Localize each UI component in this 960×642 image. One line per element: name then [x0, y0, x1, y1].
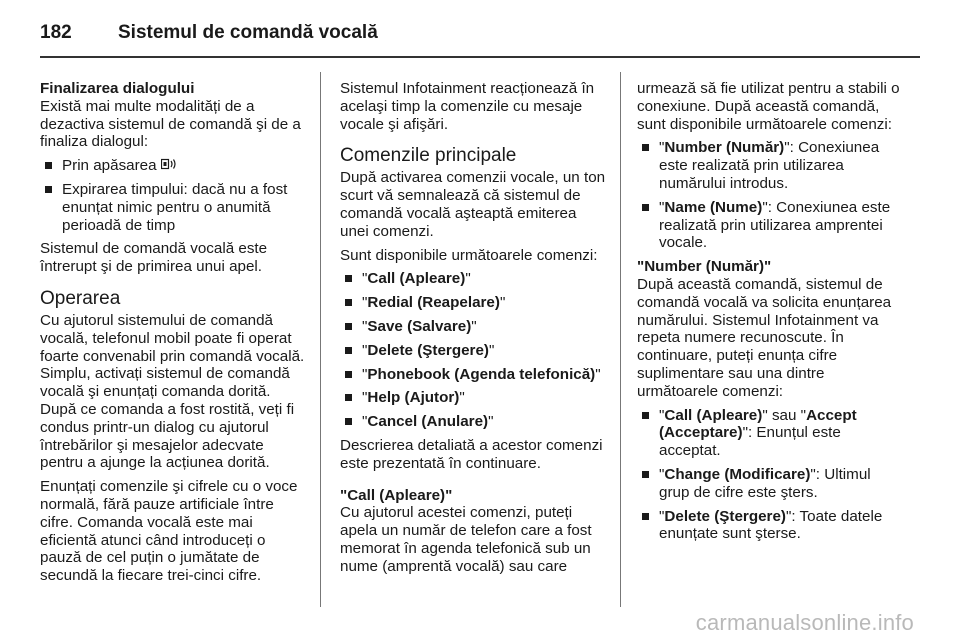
list-item-text: sau — [767, 406, 801, 424]
command-item: "Save (Salvare)" — [340, 318, 606, 336]
command-name: Call (Apleare) — [664, 406, 763, 424]
command-name: Delete (Ştergere) — [367, 341, 489, 359]
section-heading-principale: Comenzile principale — [340, 145, 517, 167]
command-name: Redial (Reapelare) — [367, 294, 500, 312]
command-name: Delete (Ştergere) — [664, 507, 786, 525]
bullet-icon — [345, 299, 352, 306]
command-item: "Call (Apleare)" — [340, 270, 606, 288]
list-item: "Number (Număr)": Conexiunea este realizată prin utilizarea numărului introdus. — [637, 139, 903, 192]
command-name: Phonebook (Agenda telefonică) — [367, 365, 596, 383]
command-item: "Phonebook (Agenda telefonică)" — [340, 366, 606, 384]
column-3 — [637, 80, 903, 549]
bullet-icon — [345, 418, 352, 425]
subheading-number: "Number (Număr)" — [637, 258, 772, 276]
list-item — [40, 157, 306, 175]
paragraph: Sistemul Infotainment reacționează în acelaşi timp la comenzile cu mesaje vocale şi afişări. — [340, 80, 595, 133]
command-list — [340, 270, 606, 431]
command-name: Accept (Acceptare) — [659, 406, 857, 442]
paragraph: Sistemul de comandă vocală este întrerupt şi de primirea unui apel. — [40, 240, 268, 276]
bullet-icon — [345, 371, 352, 378]
voice-speaker-icon — [161, 157, 177, 175]
list-item: "Call (Apleare)" sau "Accept (Acceptare)": Enunțul este acceptat. — [637, 407, 903, 460]
bullet-icon — [345, 394, 352, 401]
paragraph: Enunțați comenzile şi cifrele cu o voce normală, fără pauze artificiale între cifre. Comanda vocală este mai eficientă atunci când introduceți o pauză de cel puțin o jumătate de secundă la fiecare trei-cinci cifre. — [40, 478, 298, 585]
paragraph: După această comandă, sistemul de comandă vocală va solicita enunțarea numărului. Sistemul Infotainment va repeta numere recunoscute. În continuare, puteți enunța cifre suplimentare sau una dintre următoarele comenzi: — [637, 275, 892, 400]
list-item-text: Prin apăsarea — [62, 157, 161, 175]
paragraph: urmează să fie utilizat pentru a stabili o conexiune. După această comandă, sunt disponibile următoarele comenzi: — [637, 80, 900, 133]
header-rule — [40, 56, 920, 58]
command-name: Name (Nume) — [664, 198, 763, 216]
page-number: 182 — [40, 22, 72, 43]
bullet-icon — [45, 162, 52, 169]
paragraph: Sunt disponibile următoarele comenzi: — [340, 246, 598, 264]
list-item: "Delete (Ştergere)": Toate datele enunțate sunt şterse. — [637, 508, 903, 544]
list-item: "Name (Nume)": Conexiunea este realizată prin utilizarea amprentei vocale. — [637, 199, 903, 252]
watermark: carmanualsonline.info — [695, 610, 914, 635]
page-title: Sistemul de comandă vocală — [118, 22, 378, 43]
bullet-list — [637, 139, 903, 252]
list-item: "Change (Modificare)": Ultimul grup de cifre este şters. — [637, 466, 903, 502]
bullet-list — [40, 157, 306, 234]
command-name: Change (Modificare) — [664, 465, 811, 483]
list-item-text: : Toate datele enunțate sunt şterse. — [659, 507, 883, 543]
command-item: "Delete (Ştergere)" — [340, 342, 606, 360]
command-name: Cancel (Anulare) — [367, 413, 489, 431]
section-heading-finalizare: Finalizarea dialogului — [40, 80, 195, 97]
list-item-text: : Conexiunea este realizată prin utilizarea amprentei vocale. — [659, 198, 891, 252]
column-2 — [340, 80, 606, 582]
bullet-icon — [642, 144, 649, 151]
bullet-icon — [642, 513, 649, 520]
bullet-icon — [345, 323, 352, 330]
column-divider — [320, 72, 321, 607]
list-item-text: Expirarea timpului: dacă nu a fost enunțat nimic pentru o anumită perioadă de timp — [62, 181, 288, 234]
bullet-icon — [642, 471, 649, 478]
section-heading-operarea: Operarea — [40, 288, 121, 310]
list-item-text: : Conexiunea este realizată prin utilizarea numărului introdus. — [659, 139, 880, 192]
bullet-icon — [642, 412, 649, 419]
paragraph: Descrierea detaliată a acestor comenzi este prezentată în continuare. — [340, 436, 603, 472]
command-name: Call (Apleare) — [367, 270, 466, 288]
list-item-text: : Ultimul grup de cifre este şters. — [659, 465, 871, 501]
bullet-icon — [45, 186, 52, 193]
command-item: "Help (Ajutor)" — [340, 389, 606, 407]
bullet-list — [637, 407, 903, 544]
column-divider — [620, 72, 621, 607]
bullet-icon — [345, 275, 352, 282]
command-name: Save (Salvare) — [367, 317, 472, 335]
command-name: Number (Număr) — [664, 139, 785, 157]
paragraph: Cu ajutorul sistemului de comandă vocală, telefonul mobil poate fi operat foarte convenabil prin comandă vocală. Simplu, activați sistemul de comandă vocală şi enunțați comanda dorită. După ce comanda a fost rostită, veți fi condus printr-un dialog cu ajutorul întrebărilor şi mesajelor adecvate pentru a ajunge la acțiunea dorită. — [40, 312, 305, 472]
bullet-icon — [345, 347, 352, 354]
command-item: "Redial (Reapelare)" — [340, 294, 606, 312]
column-1 — [40, 80, 306, 591]
command-name: Help (Ajutor) — [367, 389, 460, 407]
paragraph: Există mai multe modalități de a dezactiva sistemul de comandă şi de a finaliza dialogul: — [40, 97, 301, 151]
list-item-text: : Enunțul este acceptat. — [659, 424, 841, 460]
paragraph: După activarea comenzii vocale, un ton scurt vă semnalează că sistemul de comandă vocală aşteaptă emiterea unei comenzi. — [340, 169, 606, 240]
subheading-call: "Call (Apleare)" — [340, 486, 453, 504]
bullet-icon — [642, 204, 649, 211]
command-item: "Cancel (Anulare)" — [340, 413, 606, 431]
paragraph: Cu ajutorul acestei comenzi, puteți apela un număr de telefon care a fost memorat în agenda telefonică sub un nume (amprentă vocală) sau care — [340, 504, 592, 575]
list-item — [40, 181, 306, 234]
